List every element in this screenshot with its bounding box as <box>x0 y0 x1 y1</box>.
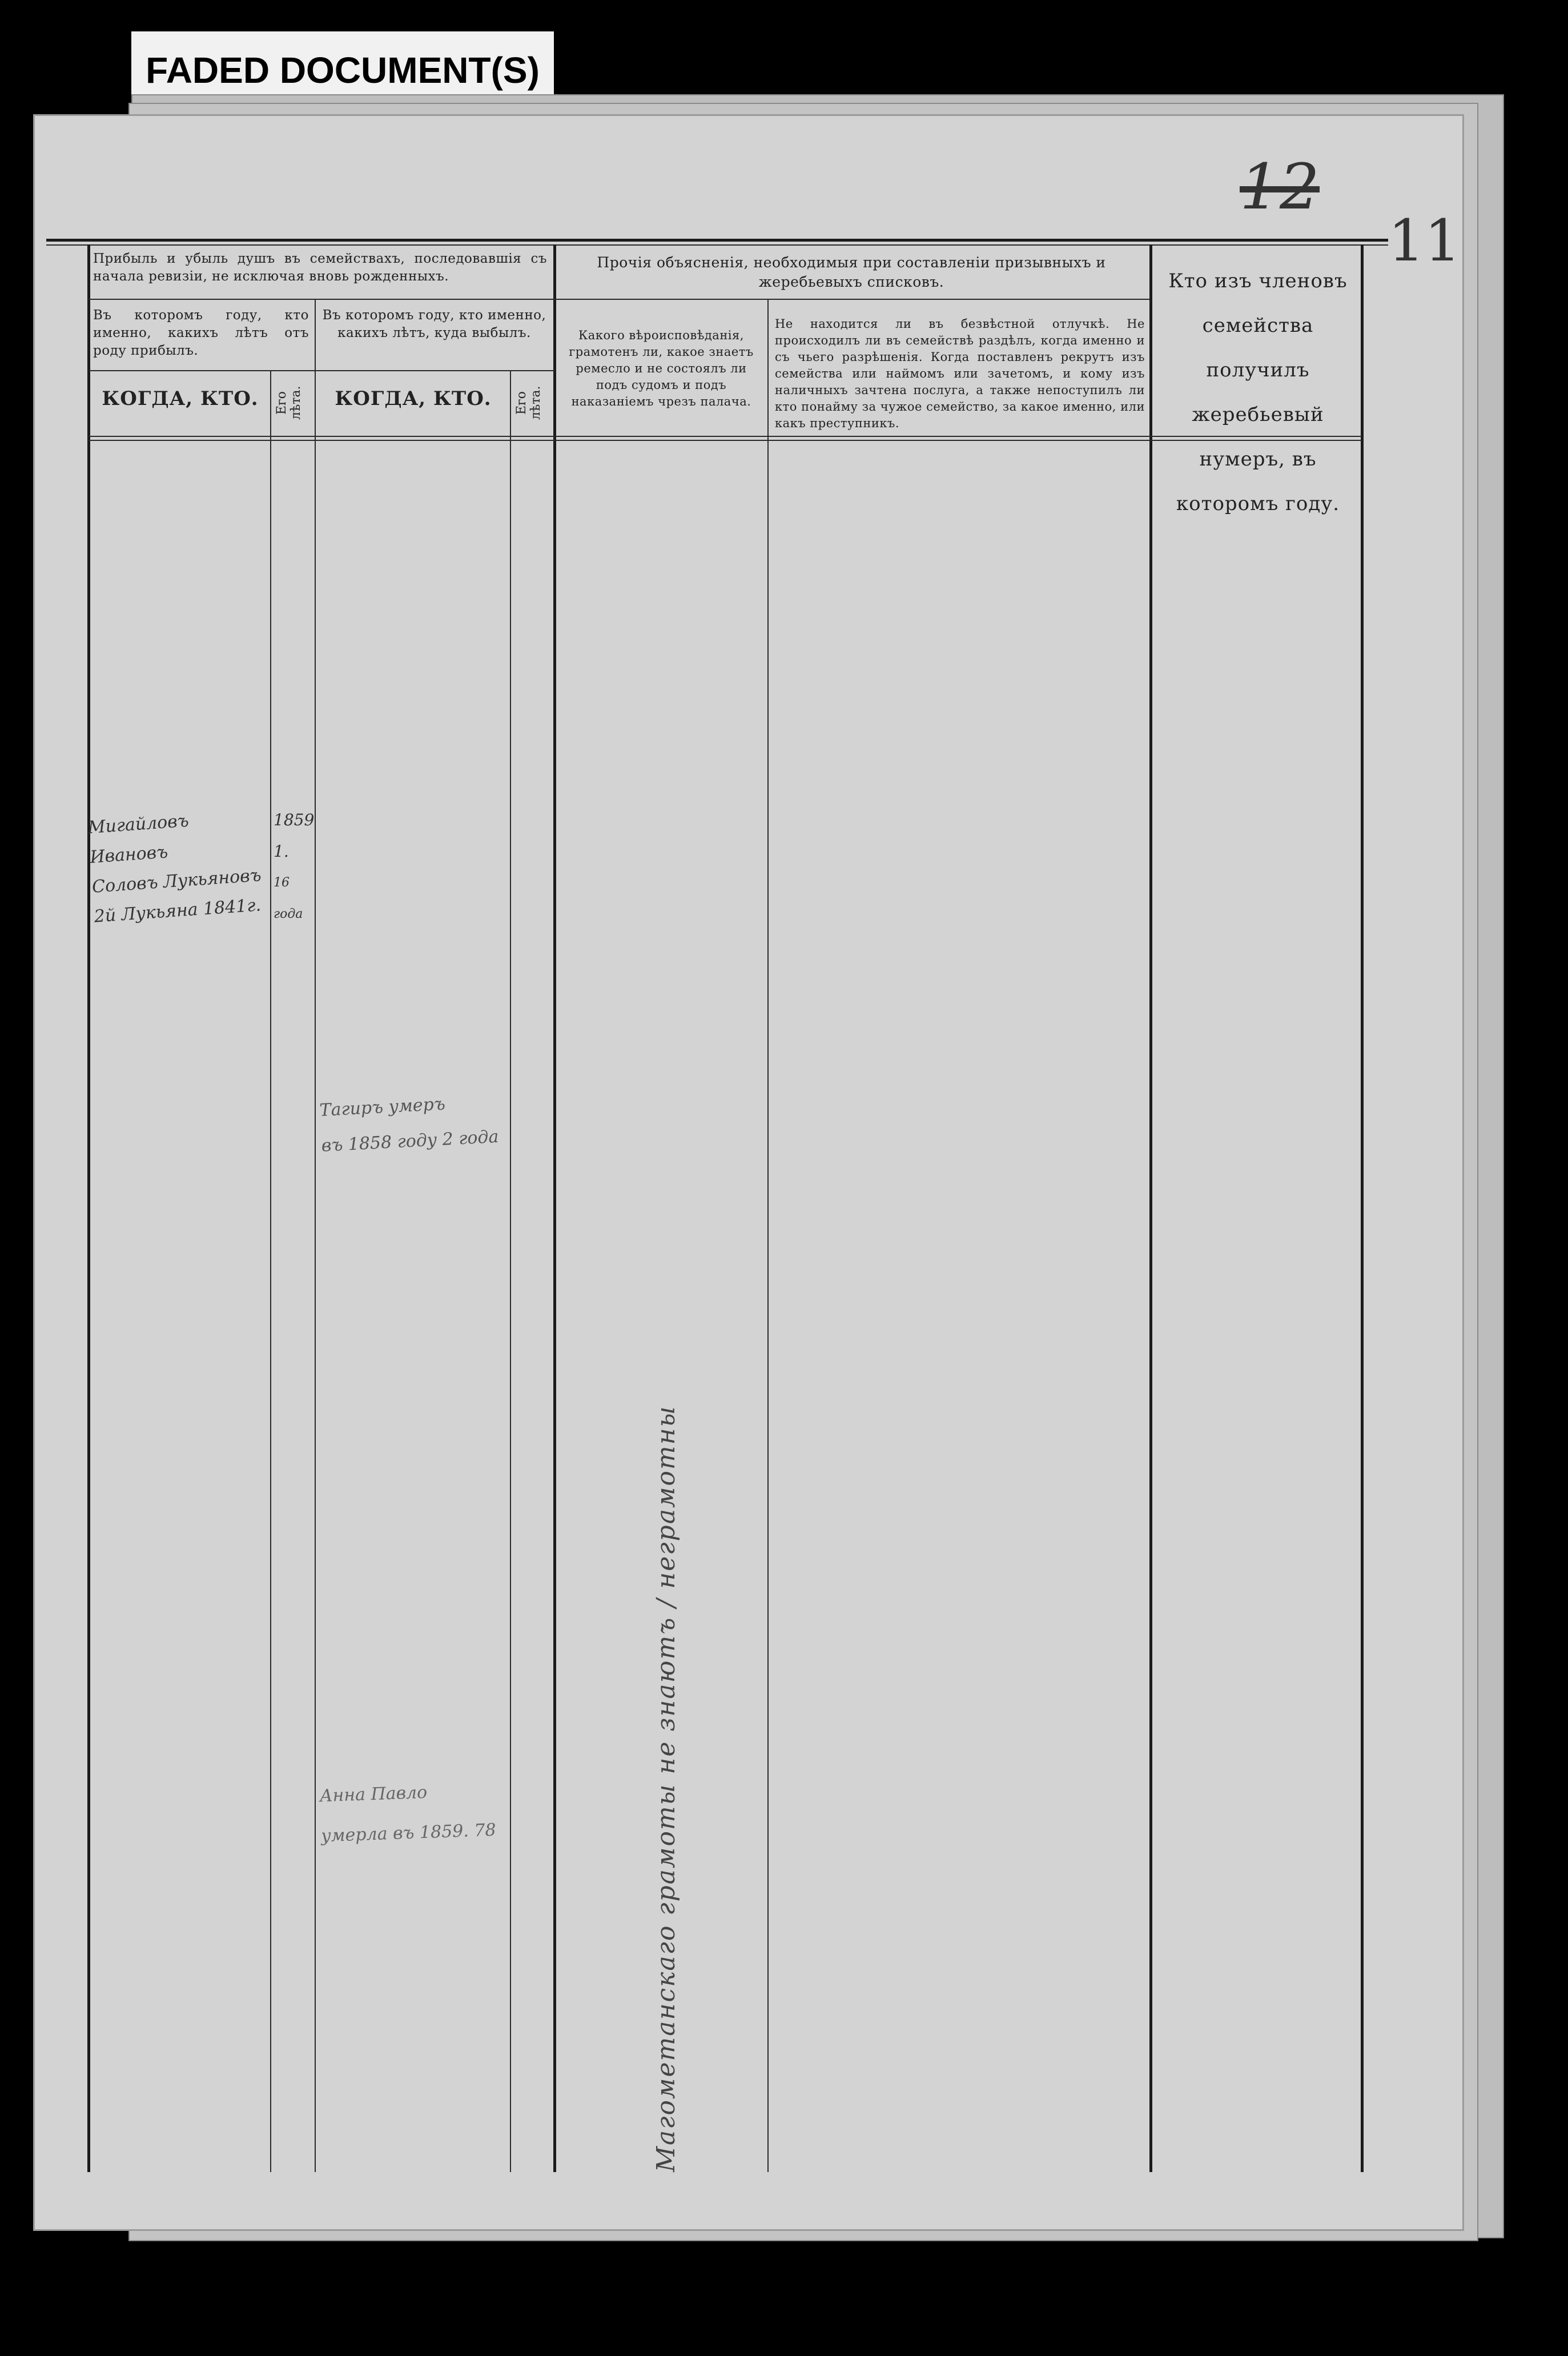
religion-column-header: Какого вѣроисповѣданія, грамотенъ ли, какое знаетъ ремесло и не состоялъ ли подъ судомъ и подъ наказаніемъ чрезъ палача. <box>569 328 754 408</box>
departed-entry-1 <box>319 1081 562 1164</box>
divider-arrived <box>315 299 316 2172</box>
rule-group-titles <box>89 299 1149 300</box>
top-rule <box>46 239 1388 242</box>
lot-column-header: Кто изъ членовъ семейства получилъ жеребьевый нумеръ, въ которомъ году. <box>1168 270 1348 515</box>
departed-subtitle: Въ которомъ году, кто именно, какихъ лѣтъ, куда выбылъ. <box>322 308 546 340</box>
document-page <box>33 114 1464 2231</box>
page-number-alt: 11 <box>1388 207 1461 274</box>
arrived-entry-line: Мигайловъ Ивановъ <box>87 810 190 868</box>
arrived-year-line: 1859 <box>274 810 315 829</box>
departed-entry-line: Тагиръ умеръ <box>319 1094 446 1121</box>
divider-age2 <box>510 370 511 2172</box>
divider-group <box>553 244 556 2172</box>
departed-entry-line: въ 1858 году 2 года <box>320 1126 500 1156</box>
divider-age1 <box>270 370 271 2172</box>
rule-subtitles <box>89 370 554 371</box>
departed-entry-2 <box>319 1768 562 1857</box>
divider-lot <box>1149 244 1152 2172</box>
departed-entry-line: Анна Павло <box>319 1782 428 1807</box>
departed-entry-line: умерла въ 1859. 78 <box>320 1820 497 1847</box>
age-arrived: Его лѣта. <box>275 386 303 420</box>
group1-title: Прибыль и убыль душъ въ семействахъ, последовавшія съ начала ревизіи, не исключая вновь рожденныхъ. <box>93 251 547 284</box>
top-rule-thin <box>46 244 1388 246</box>
absence-column-header: Не находится ли въ безвѣстной отлучкѣ. Не происходилъ ли въ семействѣ раздѣлъ, когда именно и съ чьего разрѣшенія. Когда поставленъ рекрутъ изъ семейства или наймомъ или зачетомъ, и кому изъ наличныхъ зачтена послуга, а также непоступилъ ли кто понайму за чужое семейство, за какое именно, или какъ преступникъ. <box>775 317 1145 430</box>
when-who-arrived: КОГДА, КТО. <box>102 387 259 410</box>
arrived-years <box>274 804 316 930</box>
arrived-year-line: 1. <box>274 842 289 861</box>
religion-entry: Магометанскаго грамоты не знаютъ / неграмотны <box>652 1405 681 2172</box>
age-departed: Его лѣта. <box>514 386 543 420</box>
arrived-year-line: 16 года <box>274 876 303 921</box>
arrived-subtitle: Въ которомъ году, кто именно, какихъ лѣтъ отъ роду прибылъ. <box>93 308 309 358</box>
frame-left <box>87 244 90 2172</box>
divider-religion <box>767 299 769 2172</box>
arrived-entry-line: Соловъ Лукьяновъ <box>91 865 262 897</box>
arrived-entry-line: 2й Лукьяна 1841г. <box>93 895 262 927</box>
group2-title: Прочія объясненія, необходимыя при составленіи призывныхъ и жеребьевыхъ списковъ. <box>597 254 1106 290</box>
faded-document-label: FADED DOCUMENT(S) <box>131 31 554 109</box>
page-number: 12 <box>1240 150 1320 223</box>
frame-right <box>1361 244 1364 2172</box>
when-who-departed: КОГДА, КТО. <box>335 387 492 410</box>
arrived-entry <box>87 801 272 932</box>
